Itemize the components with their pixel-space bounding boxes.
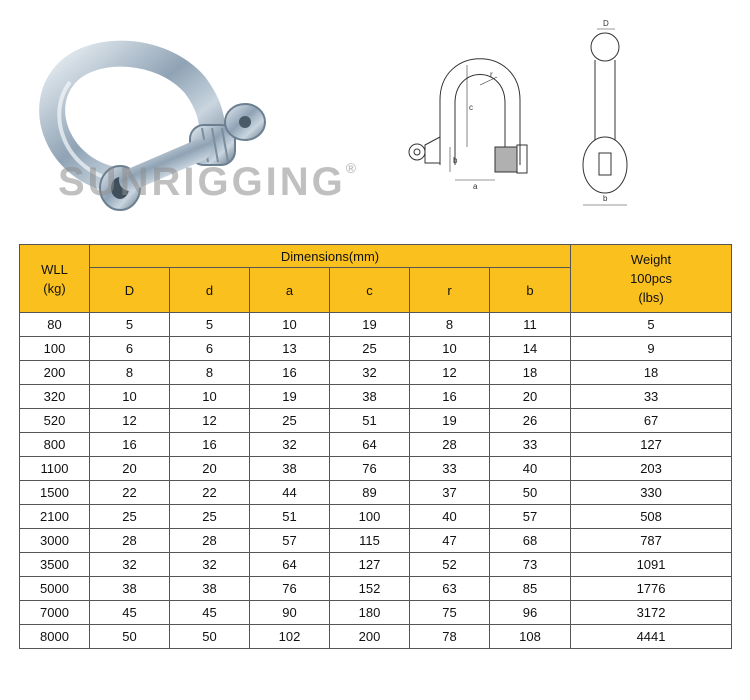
table-row bbox=[20, 361, 732, 385]
table-cell: 28 bbox=[410, 433, 490, 457]
table-cell: 45 bbox=[170, 601, 250, 625]
table-cell: 6 bbox=[170, 337, 250, 361]
table-cell: 26 bbox=[490, 409, 571, 433]
table-cell: 10 bbox=[170, 385, 250, 409]
table-row bbox=[20, 553, 732, 577]
table-cell: 67 bbox=[571, 409, 732, 433]
table-cell: 16 bbox=[90, 433, 170, 457]
table-cell: 1776 bbox=[571, 577, 732, 601]
table-cell: 11 bbox=[490, 313, 571, 337]
table-cell: 100 bbox=[20, 337, 90, 361]
table-cell: 50 bbox=[490, 481, 571, 505]
shackle-spec-table bbox=[19, 244, 732, 649]
dim-label-D: D bbox=[603, 19, 609, 28]
table-cell: 9 bbox=[571, 337, 732, 361]
table-cell: 40 bbox=[490, 457, 571, 481]
table-cell: 32 bbox=[170, 553, 250, 577]
table-row bbox=[20, 505, 732, 529]
col-header-b: b bbox=[490, 268, 571, 313]
table-row bbox=[20, 601, 732, 625]
table-row bbox=[20, 577, 732, 601]
table-cell: 18 bbox=[571, 361, 732, 385]
table-cell: 40 bbox=[410, 505, 490, 529]
table-cell: 10 bbox=[250, 313, 330, 337]
table-cell: 13 bbox=[250, 337, 330, 361]
table-cell: 330 bbox=[571, 481, 732, 505]
table-cell: 200 bbox=[330, 625, 410, 649]
table-cell: 51 bbox=[330, 409, 410, 433]
table-cell: 102 bbox=[250, 625, 330, 649]
table-cell: 50 bbox=[90, 625, 170, 649]
table-cell: 25 bbox=[250, 409, 330, 433]
table-cell: 32 bbox=[250, 433, 330, 457]
table-cell: 64 bbox=[330, 433, 410, 457]
col-header-d: d bbox=[170, 268, 250, 313]
table-cell: 8 bbox=[90, 361, 170, 385]
table-cell: 16 bbox=[250, 361, 330, 385]
dim-label-c: c bbox=[469, 103, 473, 112]
table-row bbox=[20, 625, 732, 649]
table-cell: 63 bbox=[410, 577, 490, 601]
col-header-r: r bbox=[410, 268, 490, 313]
table-cell: 37 bbox=[410, 481, 490, 505]
table-cell: 19 bbox=[250, 385, 330, 409]
table-cell: 508 bbox=[571, 505, 732, 529]
table-cell: 100 bbox=[330, 505, 410, 529]
dimensions-header: Dimensions(mm) bbox=[90, 245, 571, 268]
table-cell: 44 bbox=[250, 481, 330, 505]
shackle-front-diagram bbox=[395, 15, 545, 215]
table-cell: 800 bbox=[20, 433, 90, 457]
table-row bbox=[20, 313, 732, 337]
table-cell: 1100 bbox=[20, 457, 90, 481]
table-cell: 68 bbox=[490, 529, 571, 553]
table-cell: 1500 bbox=[20, 481, 90, 505]
table-cell: 8000 bbox=[20, 625, 90, 649]
table-cell: 33 bbox=[410, 457, 490, 481]
table-cell: 22 bbox=[90, 481, 170, 505]
table-cell: 25 bbox=[170, 505, 250, 529]
table-cell: 20 bbox=[90, 457, 170, 481]
table-cell: 57 bbox=[250, 529, 330, 553]
table-cell: 115 bbox=[330, 529, 410, 553]
table-cell: 38 bbox=[330, 385, 410, 409]
table-cell: 47 bbox=[410, 529, 490, 553]
table-cell: 38 bbox=[90, 577, 170, 601]
table-cell: 7000 bbox=[20, 601, 90, 625]
table-cell: 200 bbox=[20, 361, 90, 385]
table-cell: 38 bbox=[170, 577, 250, 601]
table-cell: 6 bbox=[90, 337, 170, 361]
wll-header: WLL (kg) bbox=[20, 245, 90, 313]
table-cell: 19 bbox=[410, 409, 490, 433]
table-cell: 3172 bbox=[571, 601, 732, 625]
table-cell: 64 bbox=[250, 553, 330, 577]
table-cell: 3500 bbox=[20, 553, 90, 577]
table-cell: 18 bbox=[490, 361, 571, 385]
brand-watermark: SUNRIGGING® bbox=[58, 160, 357, 204]
table-cell: 19 bbox=[330, 313, 410, 337]
table-cell: 5 bbox=[90, 313, 170, 337]
dim-label-a: a bbox=[473, 182, 478, 191]
table-cell: 5 bbox=[170, 313, 250, 337]
table-cell: 12 bbox=[90, 409, 170, 433]
table-cell: 16 bbox=[410, 385, 490, 409]
table-cell: 51 bbox=[250, 505, 330, 529]
table-row bbox=[20, 337, 732, 361]
table-cell: 45 bbox=[90, 601, 170, 625]
table-cell: 32 bbox=[330, 361, 410, 385]
shackle-side-diagram bbox=[565, 15, 645, 215]
table-cell: 57 bbox=[490, 505, 571, 529]
table-cell: 8 bbox=[410, 313, 490, 337]
table-cell: 127 bbox=[330, 553, 410, 577]
table-cell: 5 bbox=[571, 313, 732, 337]
col-header-a: a bbox=[250, 268, 330, 313]
table-cell: 10 bbox=[410, 337, 490, 361]
table-cell: 76 bbox=[250, 577, 330, 601]
table-cell: 2100 bbox=[20, 505, 90, 529]
table-cell: 108 bbox=[490, 625, 571, 649]
table-cell: 28 bbox=[170, 529, 250, 553]
dim-label-b: b bbox=[453, 156, 458, 165]
table-cell: 80 bbox=[20, 313, 90, 337]
table-row bbox=[20, 457, 732, 481]
table-cell: 203 bbox=[571, 457, 732, 481]
table-cell: 12 bbox=[410, 361, 490, 385]
dim-label-r: r bbox=[490, 70, 493, 79]
table-cell: 28 bbox=[90, 529, 170, 553]
table-cell: 73 bbox=[490, 553, 571, 577]
table-cell: 85 bbox=[490, 577, 571, 601]
table-cell: 3000 bbox=[20, 529, 90, 553]
table-cell: 16 bbox=[170, 433, 250, 457]
table-cell: 76 bbox=[330, 457, 410, 481]
table-row bbox=[20, 385, 732, 409]
table-cell: 89 bbox=[330, 481, 410, 505]
table-cell: 20 bbox=[490, 385, 571, 409]
table-cell: 10 bbox=[90, 385, 170, 409]
table-cell: 33 bbox=[490, 433, 571, 457]
table-cell: 5000 bbox=[20, 577, 90, 601]
dim-label-side-b: b bbox=[603, 194, 608, 203]
table-cell: 180 bbox=[330, 601, 410, 625]
spec-table-body bbox=[20, 313, 732, 649]
table-cell: 1091 bbox=[571, 553, 732, 577]
table-cell: 90 bbox=[250, 601, 330, 625]
col-header-D: D bbox=[90, 268, 170, 313]
table-cell: 20 bbox=[170, 457, 250, 481]
col-header-c: c bbox=[330, 268, 410, 313]
table-cell: 12 bbox=[170, 409, 250, 433]
table-cell: 127 bbox=[571, 433, 732, 457]
weight-header: Weight 100pcs (lbs) bbox=[571, 245, 732, 313]
table-cell: 52 bbox=[410, 553, 490, 577]
table-row bbox=[20, 481, 732, 505]
table-cell: 33 bbox=[571, 385, 732, 409]
table-cell: 787 bbox=[571, 529, 732, 553]
table-cell: 520 bbox=[20, 409, 90, 433]
product-header bbox=[0, 0, 750, 240]
table-cell: 25 bbox=[90, 505, 170, 529]
table-cell: 14 bbox=[490, 337, 571, 361]
table-cell: 152 bbox=[330, 577, 410, 601]
table-cell: 78 bbox=[410, 625, 490, 649]
table-cell: 4441 bbox=[571, 625, 732, 649]
table-cell: 25 bbox=[330, 337, 410, 361]
table-cell: 32 bbox=[90, 553, 170, 577]
table-row bbox=[20, 409, 732, 433]
table-row bbox=[20, 529, 732, 553]
table-row bbox=[20, 433, 732, 457]
table-cell: 22 bbox=[170, 481, 250, 505]
table-cell: 38 bbox=[250, 457, 330, 481]
table-cell: 50 bbox=[170, 625, 250, 649]
table-cell: 96 bbox=[490, 601, 571, 625]
table-cell: 75 bbox=[410, 601, 490, 625]
table-cell: 8 bbox=[170, 361, 250, 385]
table-cell: 320 bbox=[20, 385, 90, 409]
